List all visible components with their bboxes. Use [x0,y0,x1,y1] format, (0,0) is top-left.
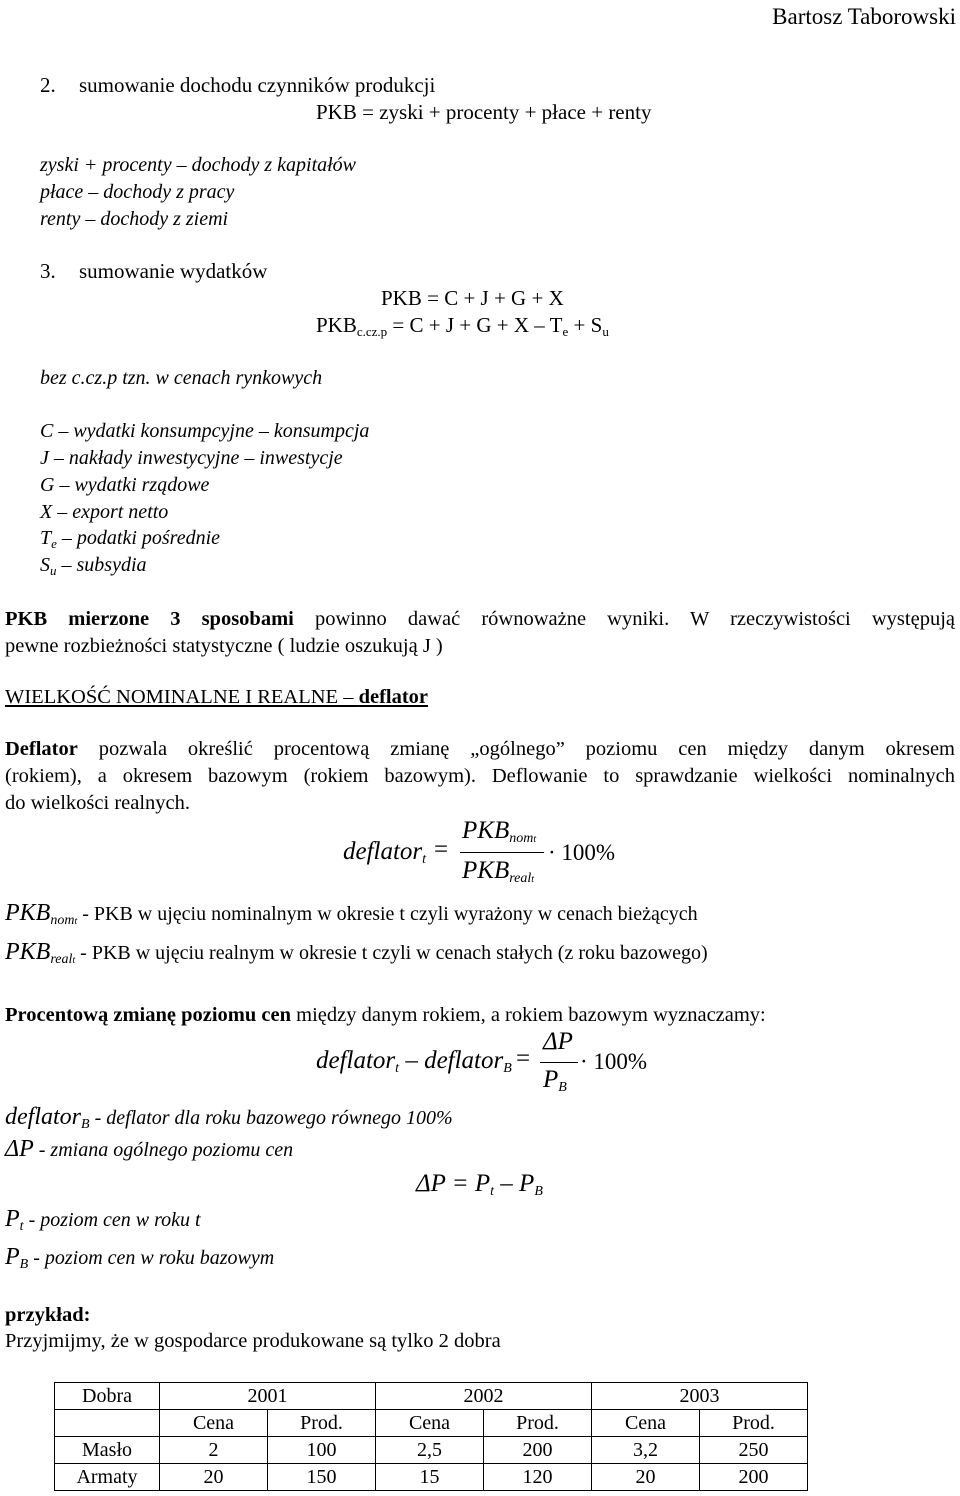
f1-lhs-sub: t [422,852,427,867]
table-cell: 20 [160,1464,268,1491]
deflator-paragraph [5,736,955,817]
table-cell: 150 [268,1464,376,1491]
section-2-heading [40,72,435,99]
pkb-bold: PKB mierzone 3 sposobami [5,608,294,630]
table-cell: 200 [484,1437,592,1464]
f2-den-sub: B [558,1080,567,1095]
pkb-real-text: - PKB w ujęciu realnym w okresie t czyli w cenach stałych (z roku bazowego) [75,942,708,964]
legend-pb-sub: B [19,1257,29,1272]
def-g: G – wydatki rządowe [40,474,210,496]
legend-pt-main: P [5,1206,20,1232]
deflator-bold: Deflator [5,738,78,760]
f2-a-sub: t [395,1061,400,1076]
f-pkb: PKB [316,313,357,337]
pkb-measurement-paragraph [5,606,955,660]
f-sub-u: u [602,324,609,339]
pkb-real-main: PKB [5,939,51,965]
f1-den [462,857,534,885]
f1-num-subsub: t [533,834,537,845]
section-number: 3. [40,259,56,283]
income-def-labour: płace – dochody z pracy [40,181,235,203]
f3-main: ΔP = P [416,1170,491,1197]
legend-pb-main: P [5,1244,20,1270]
table-cell: 100 [268,1437,376,1464]
f1-lhs-text: deflator [343,838,423,865]
f1-den-subsub: t [531,874,535,885]
income-def-land: renty – dochody z ziemi [40,208,229,230]
year-header: 2001 [160,1383,376,1410]
f1-eq: = [434,836,449,863]
f2-den-text: P [543,1066,559,1093]
def-te [40,525,220,551]
pkb-nom-text: - PKB w ujęciu nominalnym w okresie t czyli wyrażony w cenach bieżących [77,903,698,925]
te-sub: e [51,536,57,551]
section-3-heading [40,258,267,285]
pkb-nom-subsub: t [74,916,78,927]
heading-text: WIELKOŚĆ NOMINALNE I REALNE – [5,686,359,708]
row-label: Masło [55,1437,160,1464]
f2-a: deflator [316,1047,396,1074]
f1-num-sub: nom [509,831,534,846]
legend-pb [5,1244,274,1271]
formula-income-sum: PKB = zyski + procenty + płace + renty [316,100,652,124]
pkb-nom-main: PKB [5,900,51,926]
def-j: J – nakłady inwestycyjne – inwestycje [40,447,343,469]
section-heading-nominal-real [5,684,428,711]
table-cell: 120 [484,1464,592,1491]
table-cell: 15 [376,1464,484,1491]
f2-eq: = [516,1045,531,1072]
f3-b: B [534,1184,543,1199]
legend-pt-text: - poziom cen w roku t [23,1209,201,1231]
f2-b: deflator [424,1047,504,1074]
f1-mult: · 100% [548,840,616,865]
sub-header: Cena [592,1410,700,1437]
pkb-real-def [5,939,708,966]
def-x: X – export netto [40,501,169,523]
table-cell: 20 [592,1464,700,1491]
f2-den [543,1066,567,1094]
formula-expenditure-market [316,312,609,339]
legend-pb-text: - poziom cen w roku bazowym [28,1247,275,1269]
table-row [55,1437,808,1464]
f3-t: t [490,1184,495,1199]
table-cell [55,1410,160,1437]
f1-lhs [343,838,426,866]
legend-deflator-base [5,1104,453,1131]
table-row [55,1383,808,1410]
example-text: Przyjmijmy, że w gospodarce produkowane są tylko 2 dobra [5,1330,501,1352]
deflator-l2: (rokiem), a okresem bazowym (rokiem bazowym). Deflowanie to sprawdzanie wielkości nominalnych [5,765,955,787]
f1-fraction-line [460,852,544,853]
f-plus-s: + S [568,313,603,337]
table-cell: 2 [160,1437,268,1464]
sub-header: Prod. [700,1410,808,1437]
f2-fraction-line [540,1062,578,1063]
deflator-l1: pozwala określić procentową zmianę „ogólnego” poziomu cen między danym okresem [77,738,955,760]
table-corner: Dobra [55,1383,160,1410]
table-cell: 200 [700,1464,808,1491]
te-rest: – podatki pośrednie [56,527,221,549]
su-rest: – subsydia [56,554,147,576]
table-cell: 250 [700,1437,808,1464]
su-main: S [40,554,50,576]
pkb-rest2: pewne rozbieżności statystyczne ( ludzie oszukują J ) [5,635,443,657]
legend-pt-sub: t [19,1219,24,1234]
income-def-capital: zyski + procenty – dochody z kapitałów [40,154,357,176]
f-sub-ccz: c.cz.p [356,324,388,339]
te-main: T [40,527,52,549]
market-prices-note: bez c.cz.p tzn. w cenach rynkowych [40,367,323,389]
proc-bold: Procentową zmianę poziomu cen [5,1004,291,1026]
f2-lhs [316,1047,512,1075]
f2-b-sub: B [503,1061,512,1076]
table-row [55,1410,808,1437]
formula-delta-p [416,1170,543,1198]
legend-defB-main: deflator [5,1104,81,1130]
f3-minus: – P [494,1170,535,1197]
legend-dp-main: ΔP [5,1136,34,1162]
pkb-nom-def [5,900,698,927]
pkb-real-sub: real [50,952,73,967]
year-header: 2003 [592,1383,808,1410]
pkb-real-subsub: t [72,955,76,966]
legend-dp-text: - zmiana ogólnego poziomu cen [33,1139,294,1161]
table-cell: 3,2 [592,1437,700,1464]
f2-minus: – [405,1047,418,1074]
year-header: 2002 [376,1383,592,1410]
sub-header: Prod. [484,1410,592,1437]
table-row [55,1464,808,1491]
f1-num-text: PKB [462,817,510,844]
deflator-l3: do wielkości realnych. [5,792,191,814]
f2-num: ΔP [543,1028,573,1055]
table-cell: 2,5 [376,1437,484,1464]
sub-header: Prod. [268,1410,376,1437]
section-title: sumowanie wydatków [79,259,268,283]
example-title: przykład: [5,1304,91,1326]
proc-rest: między danym rokiem, a rokiem bazowym wyznaczamy: [291,1004,766,1026]
def-su [40,552,147,578]
legend-delta-p [5,1136,293,1163]
heading-bold: deflator [358,686,429,708]
f-sub-e: e [562,324,569,339]
f1-den-text: PKB [462,857,510,884]
legend-pt [5,1206,201,1233]
section-title: sumowanie dochodu czynników produkcji [79,73,436,97]
sub-header: Cena [160,1410,268,1437]
legend-defB-sub: B [81,1117,90,1132]
pkb-nom-sub: nom [50,913,75,928]
f-mid: = C + J + G + X – T [387,313,563,337]
section-number: 2. [40,73,56,97]
sub-header: Cena [376,1410,484,1437]
f2-mult: · 100% [580,1049,648,1074]
author-header: Bartosz Taborowski [772,4,956,29]
goods-table [54,1382,808,1491]
f1-num [462,817,536,845]
f1-den-sub: real [509,871,532,886]
legend-defB-text: - deflator dla roku bazowego równego 100% [89,1107,453,1129]
price-change-intro [5,1002,766,1029]
pkb-rest1: powinno dawać równoważne wyniki. W rzeczywistości występują [293,608,955,630]
su-sub: u [50,563,57,578]
formula-expenditure: PKB = C + J + G + X [381,286,564,310]
row-label: Armaty [55,1464,160,1491]
def-c: C – wydatki konsumpcyjne – konsumpcja [40,420,370,442]
